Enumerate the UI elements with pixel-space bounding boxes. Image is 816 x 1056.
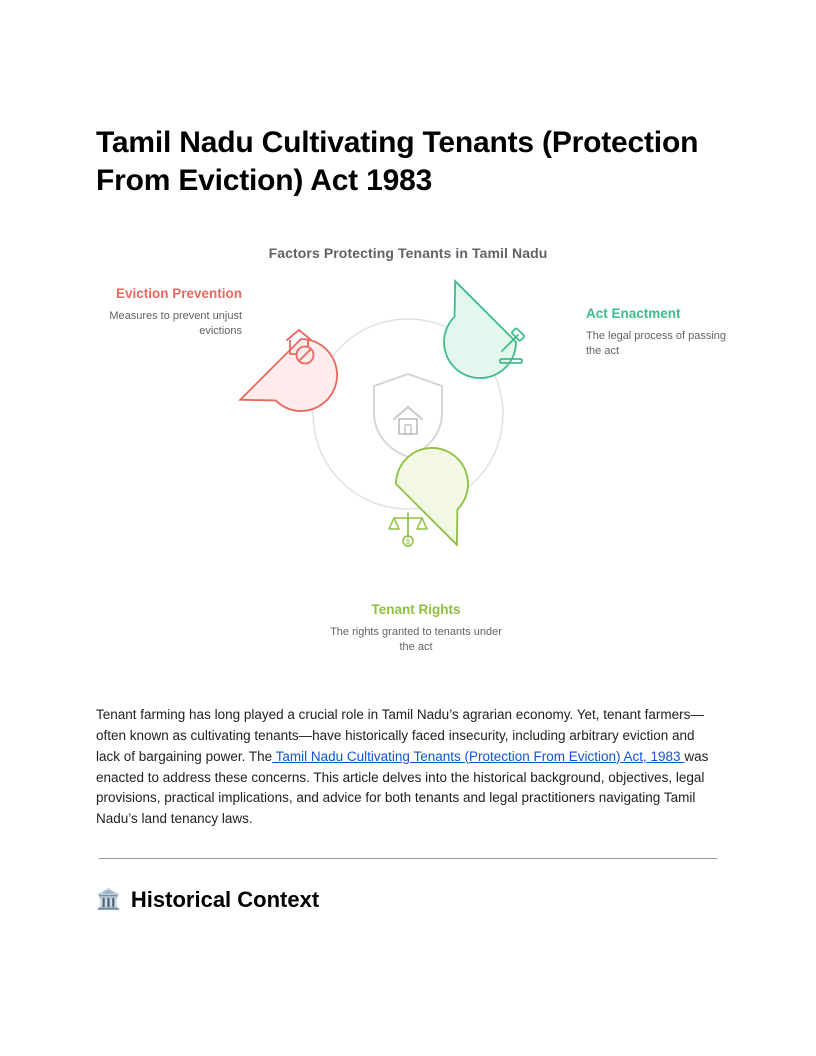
shield-home-icon — [374, 374, 442, 457]
label-title-eviction-prevention: Eviction Prevention — [115, 285, 242, 301]
label-act-enactment — [586, 305, 736, 359]
svg-text:$: $ — [406, 538, 410, 546]
infographic-title: Factors Protecting Tenants in Tamil Nadu — [268, 244, 548, 261]
label-desc-eviction-prevention: Measures to prevent unjust evictions — [109, 310, 242, 337]
infographic — [96, 229, 727, 669]
intro-text-before: Tenant farming has long played a crucial role in Tamil Nadu’s agrarian economy. Yet, tenant farmers—often known as cultivating tenants—have historically faced insecurity, including arbitrary eviction and lack of bargaining power. The — [96, 706, 704, 764]
intro-paragraph — [96, 705, 712, 831]
label-desc-tenant-rights: The rights granted to tenants under the act — [330, 626, 502, 653]
intro-text-after: was enacted to address these concerns. This article delves into the historical background, objectives, legal provisions, practical implications, and advice for both tenants and legal practitioners navigating Tamil Nadu’s land tenancy laws. — [96, 748, 709, 827]
act-link[interactable]: Tamil Nadu Cultivating Tenants (Protection From Eviction) Act, 1983 — [272, 748, 685, 764]
section-heading-label: Historical Context — [130, 887, 320, 913]
label-title-tenant-rights: Tenant Rights — [371, 601, 461, 617]
label-tenant-rights — [326, 601, 506, 655]
classical-building-icon: 🏛️ — [96, 889, 121, 912]
section-divider — [99, 858, 717, 859]
node-act-enactment — [412, 281, 525, 393]
label-eviction-prevention — [96, 285, 242, 339]
label-title-act-enactment: Act Enactment — [586, 305, 681, 321]
page-title: Tamil Nadu Cultivating Tenants (Protection From Eviction) Act 1983 — [96, 126, 699, 198]
node-eviction-prevention — [240, 330, 352, 443]
scales-icon — [389, 513, 427, 546]
label-desc-act-enactment: The legal process of passing the act — [586, 330, 727, 357]
section-heading-historical-context — [96, 887, 720, 913]
